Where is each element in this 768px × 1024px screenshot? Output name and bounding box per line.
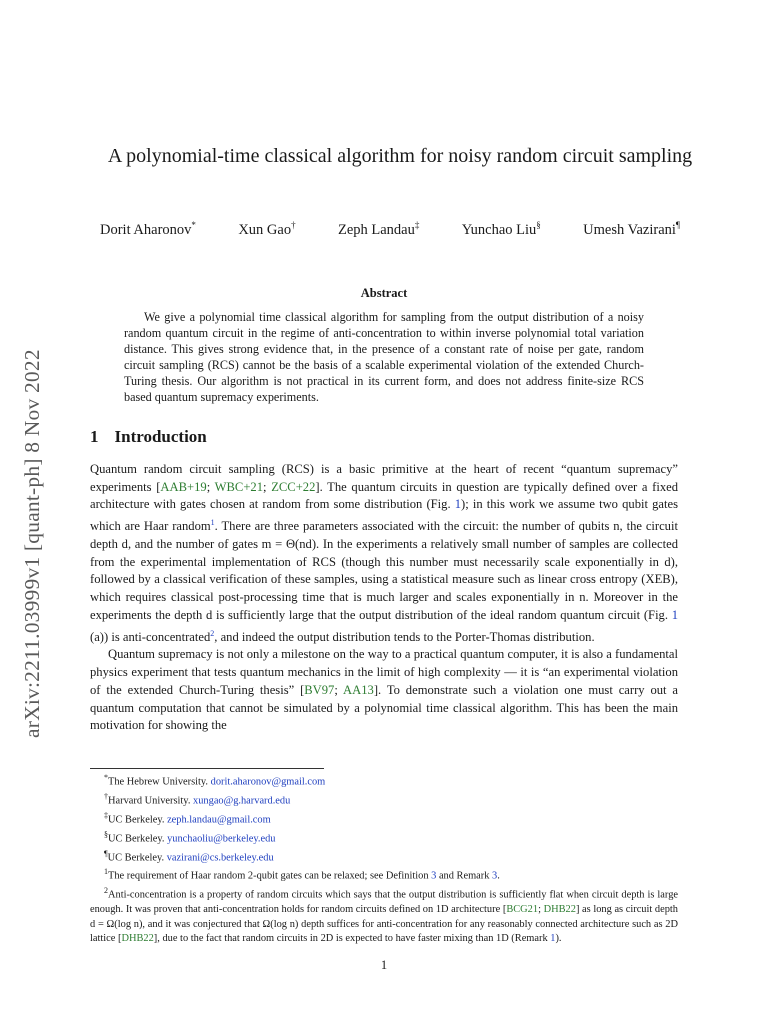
footnotes xyxy=(90,771,678,946)
page-number: 1 xyxy=(380,958,388,972)
author: Umesh Vazirani¶ xyxy=(583,220,680,238)
arxiv-stamp-text: arXiv:2211.03999v1 [quant-ph] 8 Nov 2022 xyxy=(20,349,44,738)
citation-link[interactable]: BV97 xyxy=(304,682,335,697)
section-heading xyxy=(90,427,207,447)
section-number: 1 xyxy=(90,427,99,446)
footnote-divider xyxy=(90,768,324,769)
affiliation-footnote: ‡UC Berkeley. zeph.landau@gmail.com xyxy=(104,810,271,826)
body-text xyxy=(90,461,678,735)
affiliation-footnote: §UC Berkeley. yunchaoliu@berkeley.edu xyxy=(104,829,276,845)
author: Yunchao Liu§ xyxy=(461,220,541,238)
footnote-reference-link[interactable]: 2 xyxy=(210,628,215,638)
email-link[interactable]: zeph.landau@gmail.com xyxy=(167,814,271,826)
section-title: Introduction xyxy=(114,427,207,446)
citation-link[interactable]: AAB+19 xyxy=(160,479,207,494)
author: Dorit Aharonov* xyxy=(100,220,196,238)
email-link[interactable]: dorit.aharonov@gmail.com xyxy=(210,776,326,788)
email-link[interactable]: yunchaoliu@berkeley.edu xyxy=(167,833,276,845)
paragraph: Quantum random circuit sampling (RCS) is a basic primitive at the heart of recent “quantum supremacy” experiments [AAB+19; WBC+21; ZCC+22]. The quantum circuits in question are typically defined over a fixed architecture with gates chosen at random from some distribution (Fig. 1); in this work we assume two qubit gates which are Haar random$^1$. There are three parameters associated with the circuit: the number of qubits n, the circuit depth d, and the number of gates m = Θ(nd). In the experiments a relatively small number of samples are collected from the experimental implementation of RCS (though this number must necessarily scale exponentially in d), followed by a classical verification of these samples, using a statistical measure such as linear cross entropy (XEB), which requires classical post-processing time that is much larger and scales exponentially in n. Moreover in the experiments the depth d is sufficiently large that the output distribution of the ideal random quantum circuit (Fig. 1 (a)) is anti-concentrated$^2$, and indeed the output distribution tends to the Porter-Thomas distribution. xyxy=(90,462,679,644)
numbered-footnote: $^2$Anti-concentration is a property of random circuits which says that the output distribution is sufficiently flat when circuit depth is large enough. It was proven that anti-concentration holds for random circuits defined on 1D architecture [BCG21; DHB22] as long as circuit depth d = Ω(log n), and it was conjectured that Ω(log n) depth suffices for anti-concentration for any reasonably connected architecture such as 2D lattice [DHB22], due to the fact that random circuits in 2D is expected to have faster mixing than 1D (Remark 1). xyxy=(90,886,678,944)
email-link[interactable]: xungao@g.harvard.edu xyxy=(193,795,291,807)
figure-reference-link[interactable]: 1 xyxy=(454,497,462,512)
citation-link[interactable]: AA13 xyxy=(343,682,374,697)
footnote-reference-link[interactable]: 1 xyxy=(210,518,215,528)
citation-link[interactable]: WBC+21 xyxy=(214,479,264,494)
citation-link[interactable]: DHB22 xyxy=(121,932,154,944)
affiliation-footnote: ¶UC Berkeley. vazirani@cs.berkeley.edu xyxy=(104,848,274,863)
remark-reference-link[interactable]: 3 xyxy=(492,870,498,882)
arxiv-identifier-stamp xyxy=(14,262,48,738)
affiliation-footnote: *The Hebrew University. dorit.aharonov@gmail.com xyxy=(104,773,326,788)
numbered-footnote: $^1$The requirement of Haar random 2-qubit gates can be relaxed; see Definition 3 and Remark 3. xyxy=(104,867,500,882)
figure-reference-link[interactable]: 1 xyxy=(671,607,678,622)
citation-link[interactable]: BCG21 xyxy=(506,904,539,916)
paper-title: A polynomial-time classical algorithm for noisy random circuit sampling xyxy=(107,145,693,167)
remark-reference-link[interactable]: 1 xyxy=(550,932,556,944)
author-list xyxy=(100,216,680,239)
author: Zeph Landau‡ xyxy=(337,220,420,238)
citation-link[interactable]: ZCC+22 xyxy=(271,479,316,494)
abstract-heading: Abstract xyxy=(360,286,408,300)
email-link[interactable]: vazirani@cs.berkeley.edu xyxy=(166,851,274,863)
abstract-text: We give a polynomial time classical algorithm for sampling from the output distribution of a noisy random quantum circuit in the regime of anti-concentration to within inverse polynomial total variation distance. This gives strong evidence that, in the presence of a constant rate of noise per gate, random circuit sampling (RCS) cannot be the basis of a scalable experimental violation of the extended Church-Turing thesis. Our algorithm is not practical in its current form, and does not address finite-size RCS based quantum supremacy experiments. xyxy=(124,310,644,404)
author: Xun Gao† xyxy=(238,220,296,238)
definition-reference-link[interactable]: 3 xyxy=(431,870,437,882)
paragraph: Quantum supremacy is not only a milestone on the way to a practical quantum computer, it is also a fundamental physics experiment that tests quantum mechanics in the limit of high complexity — it is “an experimental violation of the extended Church-Turing thesis” [BV97; AA13]. To demonstrate such a violation one must carry out a quantum computation that cannot be simulated by a polynomial time classical algorithm. This has been the main motivation for showing the xyxy=(90,647,678,733)
citation-link[interactable]: DHB22 xyxy=(543,904,576,916)
affiliation-footnote: †Harvard University. xungao@g.harvard.edu xyxy=(104,791,291,807)
